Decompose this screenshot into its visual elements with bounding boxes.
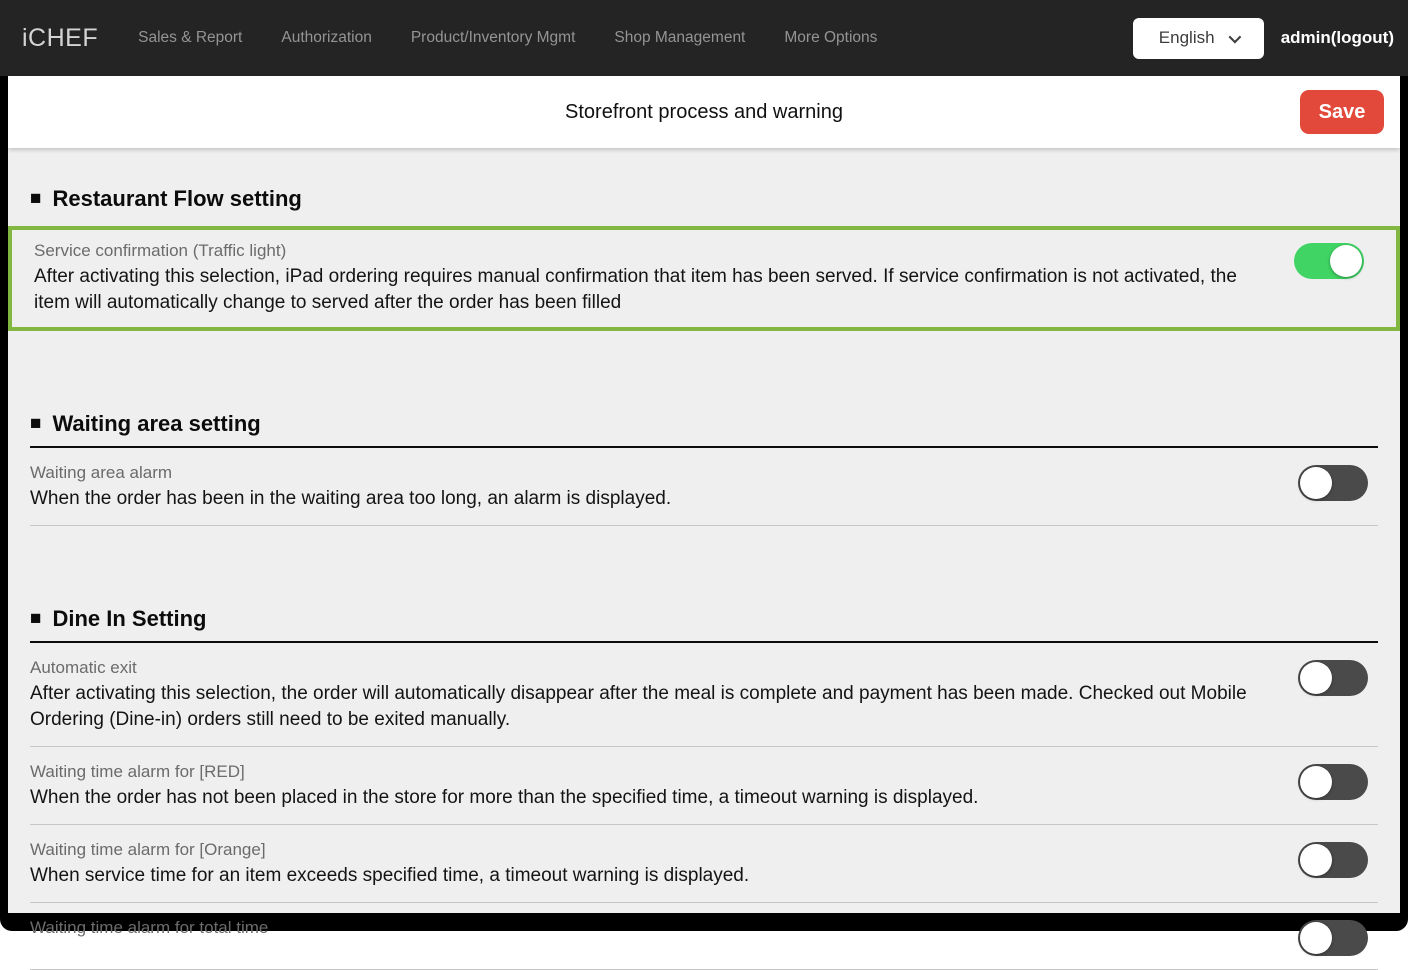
setting-row-automatic-exit: [30, 643, 1378, 747]
nav-item-product-inventory-mgmt[interactable]: Product/Inventory Mgmt: [410, 29, 576, 46]
nav-item-authorization[interactable]: Authorization: [281, 29, 372, 46]
setting-description: After activating this selection, iPad ordering requires manual confirmation that item has been served. If service confirmation is not activated, the item will automatically change to served after the order has been filled: [34, 266, 1237, 313]
setting-label: Waiting area alarm: [30, 463, 173, 482]
setting-row-waiting-area-alarm: [30, 448, 1378, 526]
top-nav: [0, 0, 1408, 76]
section-title: Waiting area setting: [52, 411, 261, 436]
section-dine-in-setting: [30, 606, 1378, 970]
toggle-knob: [1330, 245, 1362, 277]
setting-label: Waiting time alarm for total time: [30, 918, 269, 937]
section-rows: [30, 448, 1378, 526]
toggle-waiting-area-alarm[interactable]: [1298, 465, 1368, 501]
page-header: [8, 76, 1400, 148]
nav-right: [1133, 18, 1400, 59]
section-waiting-area-setting: [30, 411, 1378, 526]
setting-row-waiting-time-alarm-for-total-time: [30, 903, 1378, 970]
toggle-waiting-time-alarm-for-red[interactable]: [1298, 764, 1368, 800]
setting-label: Waiting time alarm for [RED]: [30, 762, 245, 781]
section-rows: [30, 226, 1378, 331]
toggle-knob: [1300, 922, 1332, 954]
setting-row-waiting-time-alarm-for-orange: [30, 825, 1378, 903]
section-title: Restaurant Flow setting: [52, 186, 302, 211]
chevron-down-icon: [1228, 30, 1241, 43]
nav-item-more-options[interactable]: More Options: [784, 29, 878, 46]
setting-description: When the order has not been placed in the store for more than the specified time, a timeout warning is displayed.: [30, 787, 979, 808]
toggle-waiting-time-alarm-for-orange[interactable]: [1298, 842, 1368, 878]
account-logout-link[interactable]: admin(logout): [1280, 28, 1394, 47]
window-body: [8, 0, 1400, 937]
setting-label: Waiting time alarm for [Orange]: [30, 840, 266, 859]
language-select[interactable]: [1133, 18, 1264, 59]
setting-description: When service time for an item exceeds specified time, a timeout warning is displayed.: [30, 865, 750, 886]
setting-row-service-confirmation-traffic-light: [8, 226, 1400, 331]
nav-menu: [138, 29, 916, 47]
save-button[interactable]: Save: [1300, 90, 1384, 134]
toggle-knob: [1300, 662, 1332, 694]
setting-row-waiting-time-alarm-for-red: [30, 747, 1378, 825]
section-bullet-icon: ■: [30, 187, 42, 209]
section-bullet-icon: ■: [30, 412, 42, 434]
toggle-service-confirmation-traffic-light[interactable]: [1294, 243, 1364, 279]
setting-description: When the order has been in the waiting area too long, an alarm is displayed.: [30, 488, 672, 509]
page-title: Storefront process and warning: [565, 100, 843, 123]
toggle-knob: [1300, 467, 1332, 499]
app-logo: iCHEF: [22, 23, 99, 52]
toggle-knob: [1300, 766, 1332, 798]
toggle-knob: [1300, 844, 1332, 876]
section-bullet-icon: ■: [30, 607, 42, 629]
setting-description: After activating this selection, the order will automatically disappear after the meal is complete and payment has been made. Checked out Mobile Ordering (Dine-in) orders still need to be exited manually.: [30, 683, 1247, 730]
nav-item-sales-report[interactable]: Sales & Report: [138, 29, 243, 46]
section-rows: [30, 643, 1378, 970]
setting-label: Automatic exit: [30, 658, 137, 677]
setting-label: Service confirmation (Traffic light): [34, 241, 287, 260]
section-restaurant-flow-setting: [30, 186, 1378, 331]
toggle-automatic-exit[interactable]: [1298, 660, 1368, 696]
toggle-waiting-time-alarm-for-total-time[interactable]: [1298, 920, 1368, 956]
section-title: Dine In Setting: [52, 606, 207, 631]
language-selected-value: English: [1158, 28, 1215, 47]
settings-content: [8, 186, 1400, 970]
nav-item-shop-management[interactable]: Shop Management: [614, 29, 746, 46]
